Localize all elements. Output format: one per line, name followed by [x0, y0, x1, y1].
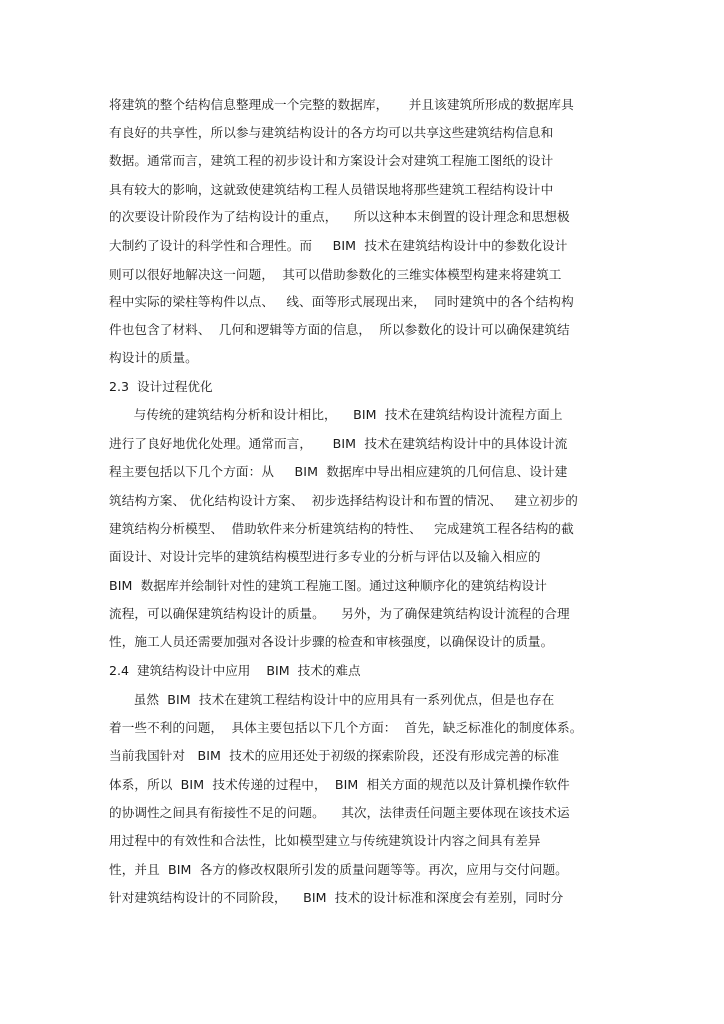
text-line: 进行了良好地优化处理。通常而言， BIM 技术在建筑结构设计中的具体设计流 [109, 436, 568, 451]
text-line: 当前我国针对 BIM 技术的应用还处于初级的探索阶段，还没有形成完善的标准 [109, 748, 560, 763]
text-line: 将建筑的整个结构信息整理成一个完整的数据库， 并且该建筑所形成的数据库具 [109, 97, 574, 112]
text-line: 虽然 BIM 技术在建筑工程结构设计中的应用具有一系列优点，但是也存在 [109, 692, 555, 707]
section-heading-2-4: 2.4 建筑结构设计中应用 BIM 技术的难点 [109, 663, 361, 678]
text-line: 有良好的共享性，所以参与建筑结构设计的各方均可以共享这些建筑结构信息和 [109, 125, 554, 140]
text-line: 构设计的质量。 [109, 350, 198, 365]
text-line: 程中实际的梁柱等构件以点、 线、面等形式展现出来， 同时建筑中的各个结构构 [109, 294, 574, 309]
text-line: 用过程中的有效性和合法性，比如模型建立与传统建筑设计内容之间具有差异 [109, 833, 541, 848]
text-line: 的协调性之间具有衔接性不足的问题。 其次，法律责任问题主要体现在该技术运 [109, 805, 570, 820]
text-line: 针对建筑结构设计的不同阶段， BIM 技术的设计标准和深度会有差别，同时分 [109, 890, 564, 905]
text-line: 建筑结构分析模型、 借助软件来分析建筑结构的特性、 完成建筑工程各结构的截 [109, 521, 574, 536]
section-heading-2-3: 2.3 设计过程优化 [109, 379, 213, 394]
text-line: 筑结构方案、 优化结构设计方案、 初步选择结构设计和布置的情况、 建立初步的 [109, 493, 578, 508]
text-line: 数据。通常而言，建筑工程的初步设计和方案设计会对建筑工程施工图纸的设计 [109, 153, 554, 168]
text-line: BIM 数据库并绘制针对性的建筑工程施工图。通过这种顺序化的建筑结构设计 [109, 578, 547, 593]
text-line: 与传统的建筑结构分析和设计相比， BIM 技术在建筑结构设计流程方面上 [109, 407, 563, 422]
text-line: 着一些不利的问题， 具体主要包括以下几个方面： 首先，缺乏标准化的制度体系。 [109, 720, 583, 735]
text-line: 则可以很好地解决这一问题， 其可以借助参数化的三维实体模型构建来将建筑工 [109, 267, 562, 282]
text-line: 大制约了设计的科学性和合理性。而 BIM 技术在建筑结构设计中的参数化设计 [109, 238, 568, 253]
text-line: 面设计、对设计完毕的建筑结构模型进行多专业的分析与评估以及输入相应的 [109, 549, 541, 564]
text-line: 体系，所以 BIM 技术传递的过程中， BIM 相关方面的规范以及计算机操作软件 [109, 777, 570, 792]
text-line: 具有较大的影响，这就致使建筑结构工程人员错误地将那些建筑工程结构设计中 [109, 182, 554, 197]
text-line: 流程，可以确保建筑结构设计的质量。 另外，为了确保建筑结构设计流程的合理 [109, 606, 570, 621]
text-line: 件也包含了材料、 几何和逻辑等方面的信息， 所以参数化的设计可以确保建筑结 [109, 322, 570, 337]
text-line: 程主要包括以下几个方面：从 BIM 数据库中导出相应建筑的几何信息、设计建 [109, 464, 568, 479]
text-line: 的次要设计阶段作为了结构设计的重点， 所以这种本末倒置的设计理念和思想极 [109, 209, 570, 224]
text-line: 性，施工人员还需要加强对各设计步骤的检查和审核强度，以确保设计的质量。 [109, 634, 554, 649]
text-line: 性，并且 BIM 各方的修改权限所引发的质量问题等等。再次，应用与交付问题。 [109, 862, 568, 877]
